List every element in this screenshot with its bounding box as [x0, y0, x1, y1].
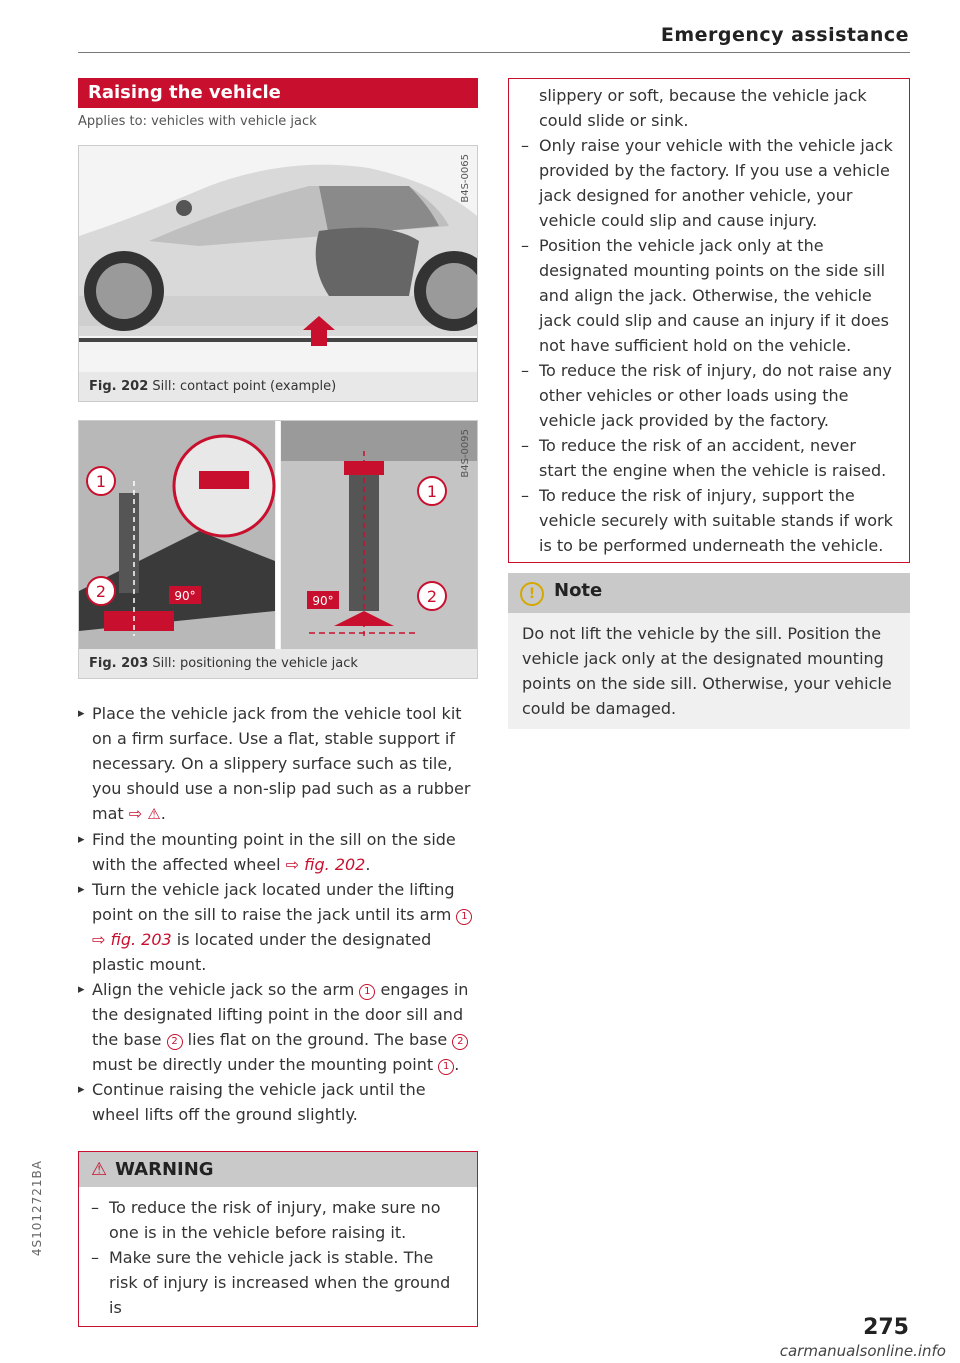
figure-203-code: B4S-0095 [460, 429, 471, 478]
section-title: Raising the vehicle [78, 78, 478, 108]
warning-triangle-icon: ⚠ [91, 1159, 108, 1180]
note-header [508, 573, 910, 613]
warning-cont-lead: slippery or soft, because the vehicle jack could slide or sink. [539, 86, 867, 130]
figure-203-label: Fig. 203 [89, 656, 149, 671]
callout-2-right: 2 [426, 587, 438, 606]
callout-2-icon: 2 [167, 1034, 183, 1050]
step-4-text-e: . [454, 1055, 460, 1074]
warning-item: – To reduce the risk of injury, support the vehicle securely with suitable stands if work is to be performed underneath the vehicle. [521, 483, 897, 558]
figure-202-label: Fig. 202 [89, 379, 149, 394]
step-5-text: Continue raising the vehicle jack until the wheel lifts off the ground slightly. [92, 1080, 426, 1124]
step-5 [78, 1077, 478, 1127]
step-3 [78, 877, 478, 977]
figure-203-image [79, 421, 477, 649]
step-1-ref[interactable]: ⇨ [128, 804, 143, 823]
warning-item: – To reduce the risk of injury, make sure no one is in the vehicle before raising it. [91, 1195, 465, 1245]
instruction-steps [78, 701, 478, 1127]
warning-item: – Position the vehicle jack only at the designated mounting points on the side sill and align the jack. Otherwise, the vehicle jack could slip and cause an injury if it does not have sufficient hold on the vehicle. [521, 233, 897, 358]
figure-202-caption-text: Sill: contact point (example) [152, 379, 337, 394]
running-header: Emergency assistance [660, 24, 909, 46]
callout-2-left: 2 [95, 582, 107, 601]
figure-203 [78, 420, 478, 679]
callout-2-icon: 2 [452, 1034, 468, 1050]
callout-1-icon: 1 [438, 1059, 454, 1075]
callout-1-left: 1 [95, 472, 107, 491]
note-title: Note [554, 580, 603, 601]
step-4-text-d: must be directly under the mounting point [92, 1055, 439, 1074]
step-2 [78, 827, 478, 877]
warning-item: – To reduce the risk of an accident, never start the engine when the vehicle is raised. [521, 433, 897, 483]
step-4-text-a: Align the vehicle jack so the arm [92, 980, 360, 999]
step-3-text: Turn the vehicle jack located under the lifting point on the sill to raise the jack until its arm [92, 880, 457, 924]
warning-item: – To reduce the risk of injury, do not raise any other vehicles or other loads using the vehicle jack provided by the factory. [521, 358, 897, 433]
step-2-text: Find the mounting point in the sill on the side with the affected wheel [92, 830, 456, 874]
warning-box [78, 1151, 478, 1327]
angle-label-left: 90° [174, 589, 196, 603]
warning-header [79, 1152, 477, 1187]
exclamation-circle-icon: ! [520, 582, 544, 606]
step-2-end: . [365, 855, 371, 874]
callout-1-icon: 1 [359, 984, 375, 1000]
step-2-ref[interactable]: ⇨ fig. 202 [285, 855, 366, 874]
step-4-text-c: lies flat on the ground. The base [182, 1030, 453, 1049]
figure-202-code: B4S-0065 [460, 154, 471, 203]
warning-triangle-icon: ⚠ [147, 805, 161, 823]
left-column [78, 78, 478, 1327]
figure-203-caption-text: Sill: positioning the vehicle jack [152, 656, 358, 671]
step-1-end: . [160, 804, 166, 823]
jack-positioning-illustration [79, 421, 477, 649]
angle-label-right: 90° [312, 594, 334, 608]
warning-item: – Make sure the vehicle jack is stable. The risk of injury is increased when the ground is [91, 1245, 465, 1320]
note-box [508, 573, 910, 729]
right-column [508, 78, 910, 729]
warning-item: – Only raise your vehicle with the vehicle jack provided by the factory. If you use a vehicle jack designed for another vehicle, your vehicle could slip and cause injury. [521, 133, 897, 233]
figure-203-caption [79, 649, 477, 678]
figure-202-image [79, 146, 477, 372]
page-number: 275 [863, 1315, 909, 1340]
callout-1-right: 1 [426, 482, 438, 501]
car-side-illustration [79, 146, 477, 372]
warning-body [79, 1187, 477, 1326]
warning-title: WARNING [115, 1159, 214, 1180]
step-3-ref[interactable]: ⇨ fig. 203 [92, 930, 172, 949]
step-4-text-b: engages in the designated lifting point in the door sill and the base [92, 980, 469, 1049]
step-1 [78, 701, 478, 827]
header-rule [78, 52, 910, 53]
applies-to: Applies to: vehicles with vehicle jack [78, 114, 317, 129]
watermark: carmanualsonline.info [779, 1342, 946, 1360]
document-code: 4S1012721BA [30, 1160, 44, 1257]
step-1-text: Place the vehicle jack from the vehicle tool kit on a firm surface. Use a flat, stable support if necessary. On a slippery surface such as tile, you should use a non-slip pad such as a rubber mat [92, 704, 471, 823]
figure-202 [78, 145, 478, 402]
figure-202-caption [79, 372, 477, 401]
warning-continuation [508, 78, 910, 563]
callout-1-icon: 1 [456, 909, 472, 925]
step-3-end: is located under the designated plastic mount. [92, 930, 432, 974]
step-4 [78, 977, 478, 1077]
note-body: Do not lift the vehicle by the sill. Position the vehicle jack only at the designated mounting points on the side sill. Otherwise, your vehicle could be damaged. [522, 624, 892, 718]
